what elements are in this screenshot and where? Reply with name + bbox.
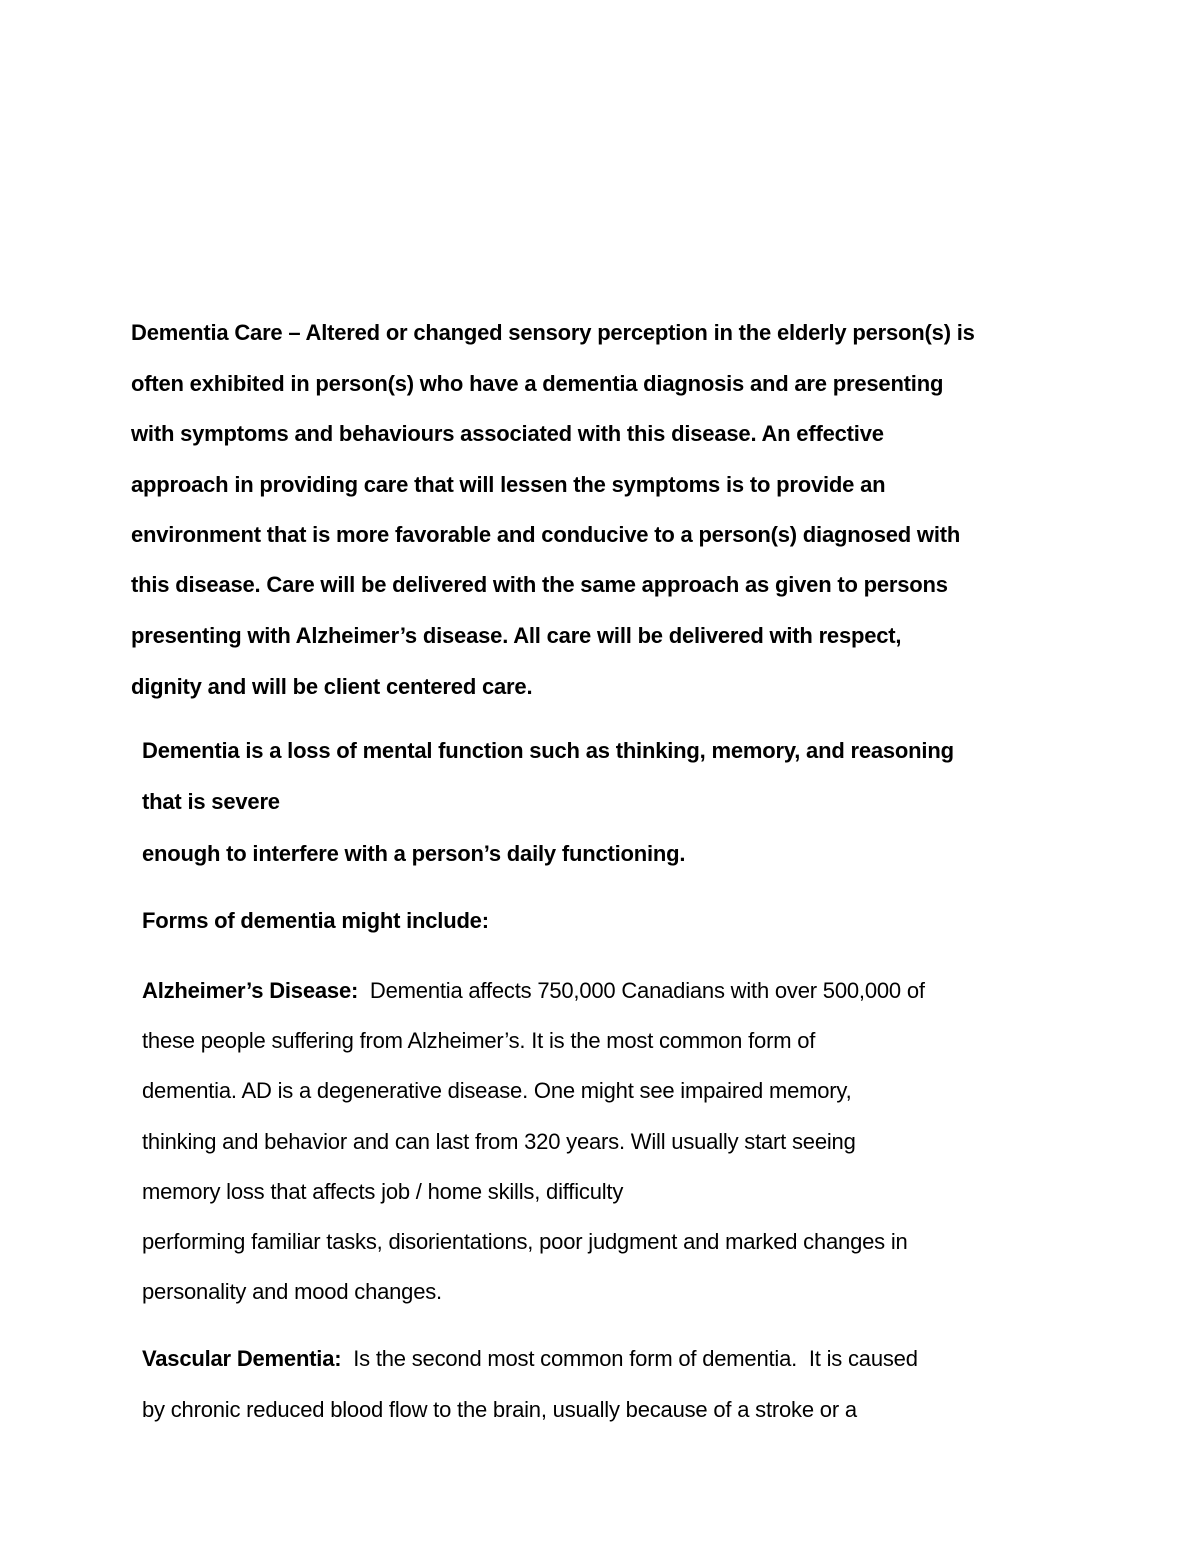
intro-line: with symptoms and behaviours associated with this disease. An effective bbox=[131, 421, 884, 446]
alzheimers-text: Dementia affects 750,000 Canadians with over 500,000 of bbox=[358, 978, 925, 1003]
vascular-first-line bbox=[142, 1344, 918, 1374]
intro-line: approach in providing care that will lessen the symptoms is to provide an bbox=[131, 472, 886, 497]
forms-heading: Forms of dementia might include: bbox=[142, 908, 489, 933]
intro-line: often exhibited in person(s) who have a dementia diagnosis and are presenting bbox=[131, 371, 944, 396]
alzheimers-label: Alzheimer’s Disease: bbox=[142, 978, 359, 1003]
definition-line: enough to interfere with a person’s daily functioning. bbox=[142, 841, 686, 866]
alzheimers-line: personality and mood changes. bbox=[142, 1279, 442, 1304]
alzheimers-line: performing familiar tasks, disorientations, poor judgment and marked changes in bbox=[142, 1229, 908, 1254]
intro-line: presenting with Alzheimer’s disease. All care will be delivered with respect, bbox=[131, 623, 902, 648]
definition-line: Dementia is a loss of mental function such as thinking, memory, and reasoning bbox=[142, 738, 954, 763]
vascular-label: Vascular Dementia: bbox=[142, 1346, 342, 1371]
alzheimers-line: memory loss that affects job / home skills, difficulty bbox=[142, 1179, 624, 1204]
alzheimers-first-line bbox=[142, 976, 925, 1006]
alzheimers-line: thinking and behavior and can last from 320 years. Will usually start seeing bbox=[142, 1129, 856, 1154]
alzheimers-line: dementia. AD is a degenerative disease. One might see impaired memory, bbox=[142, 1078, 852, 1103]
definition-line: that is severe bbox=[142, 789, 280, 814]
alzheimers-line: these people suffering from Alzheimer’s. It is the most common form of bbox=[142, 1028, 816, 1053]
intro-line: Dementia Care – Altered or changed sensory perception in the elderly person(s) is bbox=[131, 320, 975, 345]
intro-line: this disease. Care will be delivered with the same approach as given to persons bbox=[131, 572, 948, 597]
intro-line: dignity and will be client centered care. bbox=[131, 674, 533, 699]
vascular-text: Is the second most common form of dementia. It is caused bbox=[341, 1346, 918, 1371]
intro-line: environment that is more favorable and conducive to a person(s) diagnosed with bbox=[131, 522, 961, 547]
vascular-line: by chronic reduced blood flow to the brain, usually because of a stroke or a bbox=[142, 1397, 857, 1422]
